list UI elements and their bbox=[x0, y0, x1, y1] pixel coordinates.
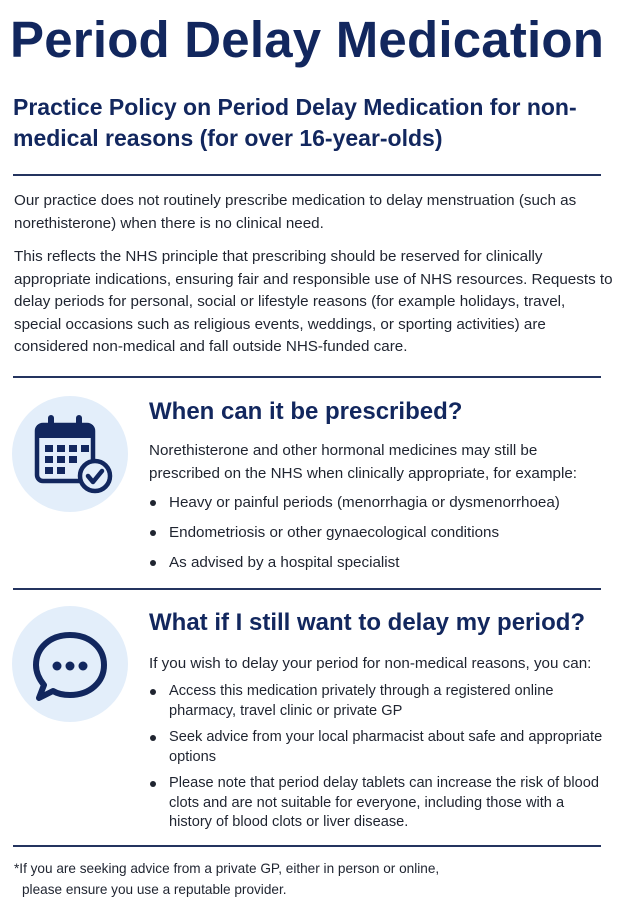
intro-paragraph-1: Our practice does not routinely prescribe medication to delay menstruation (such as norethisterone) when there is no clinical need. bbox=[14, 192, 577, 232]
chat-bubble-icon bbox=[12, 606, 128, 722]
divider bbox=[13, 376, 601, 378]
section-heading-what-if: What if I still want to delay my period? bbox=[149, 609, 586, 636]
page-subtitle: Practice Policy on Period Delay Medication for non-medical reasons (for over 16-year-olds) bbox=[13, 94, 577, 151]
section-intro-what-if: If you wish to delay your period for non-medical reasons, you can: bbox=[149, 655, 592, 672]
list-item: Access this medication privately through a registered online pharmacy, travel clinic or private GP bbox=[149, 682, 604, 721]
list-item: Seek advice from your local pharmacist about safe and appropriate options bbox=[149, 728, 604, 767]
divider bbox=[13, 174, 601, 176]
footnote bbox=[14, 858, 614, 900]
footnote-line-2: please ensure you use a reputable provider. bbox=[22, 882, 287, 897]
divider bbox=[13, 588, 601, 590]
list-item: As advised by a hospital specialist bbox=[149, 552, 604, 574]
page-title: Period Delay Medication bbox=[10, 11, 605, 68]
list-item: Please note that period delay tablets can increase the risk of blood clots and are not suitable for everyone, including those with a history of blood clots or liver disease. bbox=[149, 774, 604, 833]
list-item: Endometriosis or other gynaecological conditions bbox=[149, 522, 604, 544]
calendar-check-icon bbox=[12, 396, 128, 512]
bullet-list-when bbox=[149, 492, 604, 582]
divider bbox=[13, 845, 601, 847]
footnote-line-1: *If you are seeking advice from a private GP, either in person or online, bbox=[14, 861, 440, 876]
bullet-list-what-if bbox=[149, 682, 604, 840]
list-item: Heavy or painful periods (menorrhagia or dysmenorrhoea) bbox=[149, 492, 604, 514]
section-intro-when: Norethisterone and other hormonal medicines may still be prescribed on the NHS when clinically appropriate, for example: bbox=[149, 442, 577, 482]
section-heading-when: When can it be prescribed? bbox=[149, 398, 463, 425]
intro-paragraph-2: This reflects the NHS principle that prescribing should be reserved for clinically appropriate indications, ensuring fair and responsible use of NHS resources. Requests to delay periods for personal, social or lifestyle reasons (for example holidays, travel, special occasions such as religious events, weddings, or sporting activities) are considered non-medical and fall outside NHS-funded care. bbox=[14, 248, 613, 355]
